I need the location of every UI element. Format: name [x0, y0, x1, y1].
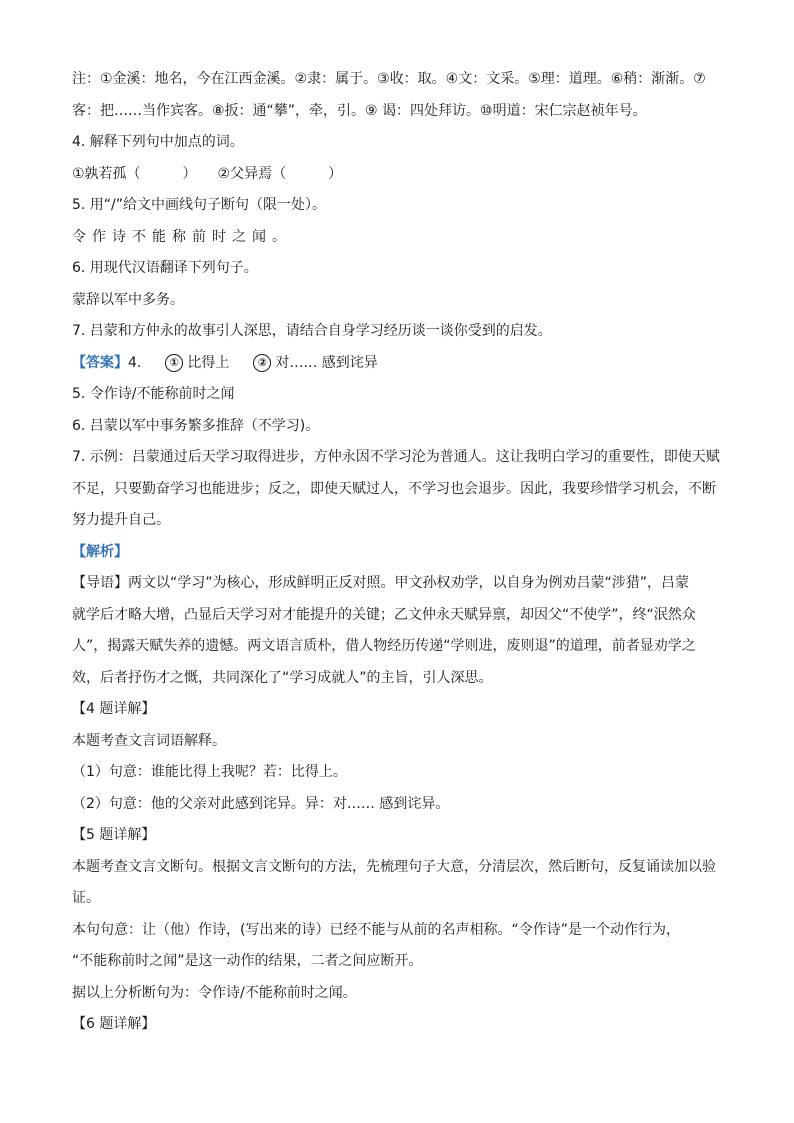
daoyu-line-1: 【导语】两文以“学习”为核心，形成鲜明正反对照。甲文孙权劝学，以自身为例劝吕蒙“涉猎”，吕蒙: [72, 575, 690, 591]
question-5-sentence: 令作诗不能称前时之闻。: [72, 228, 292, 245]
answer-q4-num: 4.: [128, 354, 142, 371]
answer-q6: 6. 吕蒙以军中事务繁多推辞（不学习)。: [72, 417, 320, 434]
answer-q5: 5. 令作诗/不能称前时之闻: [72, 386, 235, 402]
circled-1-icon: ①: [165, 354, 183, 372]
question-4-items: ①孰若孤（ ） ②父异焉（ ）: [72, 165, 343, 182]
q4-detail-intro: 本题考查文言词语解释。: [72, 732, 226, 749]
q5-detail-5: 据以上分析断句为：令作诗/不能称前时之闻。: [72, 984, 357, 1001]
question-6: 6. 用现代汉语翻译下列句子。: [72, 260, 258, 276]
answer-q7-line-3: 努力提升自己。: [72, 512, 170, 528]
answer-q7-line-2: 不足，只要勤奋学习也能进步；反之，即使天赋过人，不学习也会退步。因此，我要珍惜学习机会，不断: [72, 480, 716, 497]
document-page: [72, 64, 724, 1041]
daoyu-line-2: 就学后才略大增，凸显后天学习对才能提升的关键；乙文仲永天赋异禀，却因父“不使学”，终“泯然众: [72, 606, 696, 623]
q5-detail-3: 本句句意：让（他）作诗，(写出来的诗）已经不能与从前的名声相称。“令作诗”是一个动作行为，: [72, 921, 680, 938]
answer-q4-b: 对…… 感到诧异: [275, 354, 378, 371]
answer-line: [72, 348, 724, 380]
q4-detail-1: （1）句意：谁能比得上我呢？若：比得上。: [72, 764, 347, 780]
answer-tag: 【答案】: [72, 354, 128, 371]
q4-detail-2: （2）句意：他的父亲对此感到诧异。异：对…… 感到诧异。: [72, 795, 450, 812]
question-5: 5. 用“/”给文中画线句子断句（限一处）。: [72, 197, 327, 213]
question-6-sentence: 蒙辞以军中多务。: [72, 291, 184, 308]
q5-detail-4: “不能称前时之闻”是这一动作的结果，二者之间应断开。: [72, 953, 423, 969]
analysis-tag: 【解析】: [72, 543, 128, 560]
notes-line-1: 注：①金溪：地名，今在江西金溪。②隶：属于。③收：取。④文：文采。⑤理：道理。⑥稍：渐渐。⑦: [72, 71, 706, 87]
q5-detail-1: 本题考查文言文断句。根据文言文断句的方法，先梳理句子大意，分清层次，然后断句，反复诵读加以验: [72, 858, 716, 875]
q5-detail-heading: 【5 题详解】: [72, 827, 156, 843]
circled-2-icon: ②: [253, 354, 271, 372]
q5-detail-2: 证。: [72, 890, 100, 906]
q6-detail-heading: 【6 题详解】: [72, 1016, 156, 1032]
q4-detail-heading: 【4 题详解】: [72, 701, 156, 717]
daoyu-line-4: 效，后者抒伤才之慨，共同深化了“学习成就人”的主旨，引人深思。: [72, 669, 493, 686]
question-7: 7. 吕蒙和方仲永的故事引人深思，请结合自身学习经历谈一谈你受到的启发。: [72, 323, 552, 339]
answer-q4-a: 比得上: [187, 354, 230, 371]
answer-q7-line-1: 7. 示例：吕蒙通过后天学习取得进步，方仲永因不学习沦为普通人。这让我明白学习的重要性，即使天赋: [72, 449, 720, 465]
question-4: 4. 解释下列句中加点的词。: [72, 134, 244, 150]
notes-line-2: 客：把……当作宾客。⑧扳：通“攀”，牵，引。⑨ 谒：四处拜访。⑩明道：宋仁宗赵祯年号。: [72, 102, 647, 119]
daoyu-line-3: 人”，揭露天赋失养的遗憾。两文语言质朴，借人物经历传递“学则进，废则退”的道理，前者显劝学之: [72, 638, 696, 654]
